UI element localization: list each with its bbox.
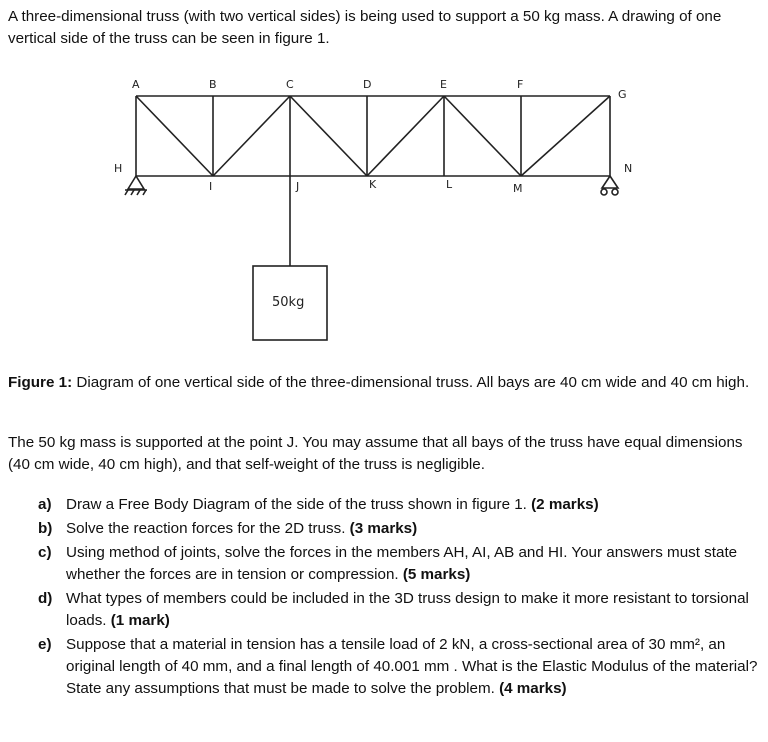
question-item <box>0 634 760 700</box>
question-label: e) <box>38 636 52 653</box>
question-marks: (5 marks) <box>402 566 471 583</box>
node-label-h: H <box>114 162 123 175</box>
question-text: Using method of joints, solve the forces in the members AH, AI, AB and HI. Your answers must state whether the forces are in tension or compression. <box>66 544 738 583</box>
node-label-g: G <box>618 88 627 101</box>
truss-member <box>213 96 290 176</box>
question-text: Solve the reaction forces for the 2D truss. <box>66 520 350 537</box>
node-label-b: B <box>209 78 217 91</box>
question-item <box>0 542 760 586</box>
node-label-i: I <box>209 180 213 193</box>
mass-label: 50kg <box>272 295 305 310</box>
question-label: c) <box>38 544 52 561</box>
node-label-a: A <box>132 78 140 91</box>
intro-paragraph: A three-dimensional truss (with two vertical sides) is being used to support a 50 kg mass. A drawing of one vertical side of the truss can be seen in figure 1. <box>8 8 722 47</box>
node-label-k: K <box>369 178 377 191</box>
node-label-f: F <box>517 78 524 91</box>
truss-member <box>367 96 444 176</box>
question-label: d) <box>38 590 53 607</box>
truss-member <box>521 96 610 176</box>
question-text: Draw a Free Body Diagram of the side of the truss shown in figure 1. <box>66 496 532 513</box>
question-marks: (2 marks) <box>531 496 599 513</box>
figure-caption <box>8 372 760 394</box>
question-marks: (4 marks) <box>499 680 567 697</box>
caption-label: Figure 1: <box>8 374 73 391</box>
question-item <box>0 494 760 516</box>
roller-support-icon <box>602 176 618 188</box>
node-label-j: J <box>296 180 300 193</box>
question-label: b) <box>38 520 53 537</box>
node-label-d: D <box>363 78 372 91</box>
pin-support-icon <box>128 176 144 189</box>
truss-member <box>444 96 521 176</box>
truss-member <box>136 96 213 176</box>
question-list <box>0 494 760 702</box>
question-label: a) <box>38 496 52 513</box>
question-marks: (1 mark) <box>110 612 170 629</box>
caption-text: Diagram of one vertical side of the three-dimensional truss. All bays are 40 cm wide and 40 cm high. <box>72 374 750 391</box>
question-item <box>0 518 760 540</box>
problem-note: The 50 kg mass is supported at the point J. You may assume that all bays of the truss have equal dimensions (40 cm wide, 40 cm high), and that self-weight of the truss is negligible. <box>8 434 743 473</box>
truss-figure <box>100 76 660 346</box>
question-text: What types of members could be included in the 3D truss design to make it more resistant to torsional loads. <box>66 590 749 629</box>
node-label-m: M <box>513 182 523 195</box>
node-label-l: L <box>446 178 453 191</box>
node-label-e: E <box>440 78 447 91</box>
node-label-n: N <box>624 162 633 175</box>
question-item <box>0 588 760 632</box>
node-label-c: C <box>286 78 294 91</box>
question-marks: (3 marks) <box>349 520 418 537</box>
question-text: Suppose that a material in tension has a tensile load of 2 kN, a cross-sectional area of 30 mm², an original length of 40 mm, and a final length of 40.001 mm . What is the Elastic Modulus of the material? State any assumptions that must be made to solve the problem. <box>66 636 758 697</box>
truss-member <box>290 96 367 176</box>
